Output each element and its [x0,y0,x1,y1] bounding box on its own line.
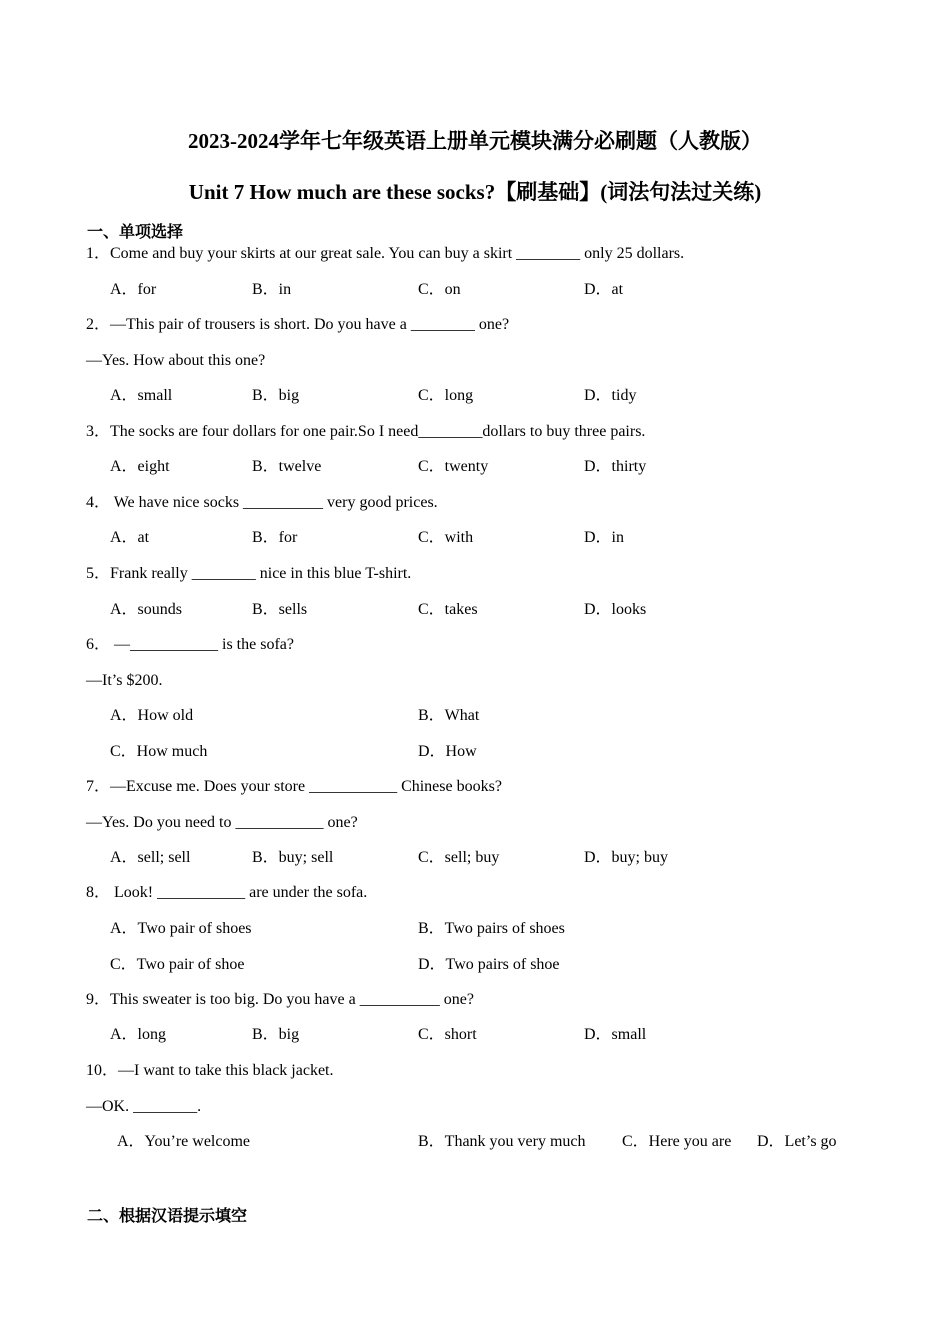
question-5-option-a: A．sounds [110,601,183,618]
question-6-stem: 6． —___________ is the sofa? [86,636,294,653]
question-2-stem: 2．—This pair of trousers is short. Do you have a ________ one? [86,316,510,333]
question-6-option-b: B．What [418,707,480,724]
question-9-option-a: A．long [110,1026,167,1043]
question-1-option-d: D．at [584,281,624,298]
question-8-option-a: A．Two pair of shoes [110,920,252,937]
question-8-option-b: B．Two pairs of shoes [418,920,565,937]
question-4-stem: 4． We have nice socks __________ very good prices. [86,494,438,511]
question-10-stem: 10．—I want to take this black jacket. [86,1062,334,1079]
question-8-stem: 8． Look! ___________ are under the sofa. [86,884,368,901]
question-5-option-c: C．takes [418,601,478,618]
question-3-option-b: B．twelve [252,458,322,475]
section-heading-fill-in: 二、根据汉语提示填空 [87,1206,248,1225]
question-9-option-b: B．big [252,1026,300,1043]
question-3-option-d: D．thirty [584,458,647,475]
question-5-stem: 5．Frank really ________ nice in this blue T-shirt. [86,565,412,582]
question-1-option-a: A．for [110,281,157,298]
question-4-option-a: A．at [110,529,150,546]
question-7-option-d: D．buy; buy [584,849,669,866]
question-10-option-a: A．You’re welcome [117,1133,251,1150]
question-7-reply: —Yes. Do you need to ___________ one? [86,814,358,831]
question-1-stem: 1．Come and buy your skirts at our great sale. You can buy a skirt ________ only 25 dollars. [86,245,685,262]
question-9-option-d: D．small [584,1026,647,1043]
question-9-stem: 9．This sweater is too big. Do you have a __________ one? [86,991,474,1008]
question-6-option-a: A．How old [110,707,194,724]
question-6-option-c: C．How much [110,743,208,760]
question-1-option-b: B．in [252,281,292,298]
question-4-option-c: C．with [418,529,474,546]
question-8-option-d: D．Two pairs of shoe [418,956,560,973]
section-heading-multiple-choice: 一、单项选择 [87,222,184,241]
question-4-option-d: D．in [584,529,625,546]
question-8-option-c: C．Two pair of shoe [110,956,245,973]
question-10-option-c: C．Here you are [622,1133,732,1150]
page-title: 2023-2024学年七年级英语上册单元模块满分必刷题（人教版） [188,129,762,153]
question-7-option-c: C．sell; buy [418,849,500,866]
question-1-option-c: C．on [418,281,461,298]
page-subtitle: Unit 7 How much are these socks?【刷基础】(词法句法过关练) [188,180,762,204]
question-10-option-d: D．Let’s go [757,1133,837,1150]
question-2-option-d: D．tidy [584,387,637,404]
question-5-option-d: D．looks [584,601,647,618]
question-6-option-d: D．How [418,743,477,760]
question-5-option-b: B．sells [252,601,308,618]
question-3-stem: 3．The socks are four dollars for one pair.So I need________dollars to buy three pairs. [86,423,646,440]
question-7-stem: 7．—Excuse me. Does your store ___________ Chinese books? [86,778,502,795]
question-2-option-b: B．big [252,387,300,404]
question-10-reply: —OK. ________. [86,1098,202,1115]
question-4-option-b: B．for [252,529,298,546]
question-3-option-c: C．twenty [418,458,489,475]
question-2-option-c: C．long [418,387,474,404]
question-7-option-b: B．buy; sell [252,849,334,866]
question-3-option-a: A．eight [110,458,170,475]
question-7-option-a: A．sell; sell [110,849,191,866]
question-2-option-a: A．small [110,387,173,404]
question-6-reply: —It’s $200. [86,672,163,689]
question-2-reply: —Yes. How about this one? [86,352,266,369]
question-9-option-c: C．short [418,1026,477,1043]
question-10-option-b: B．Thank you very much [418,1133,586,1150]
